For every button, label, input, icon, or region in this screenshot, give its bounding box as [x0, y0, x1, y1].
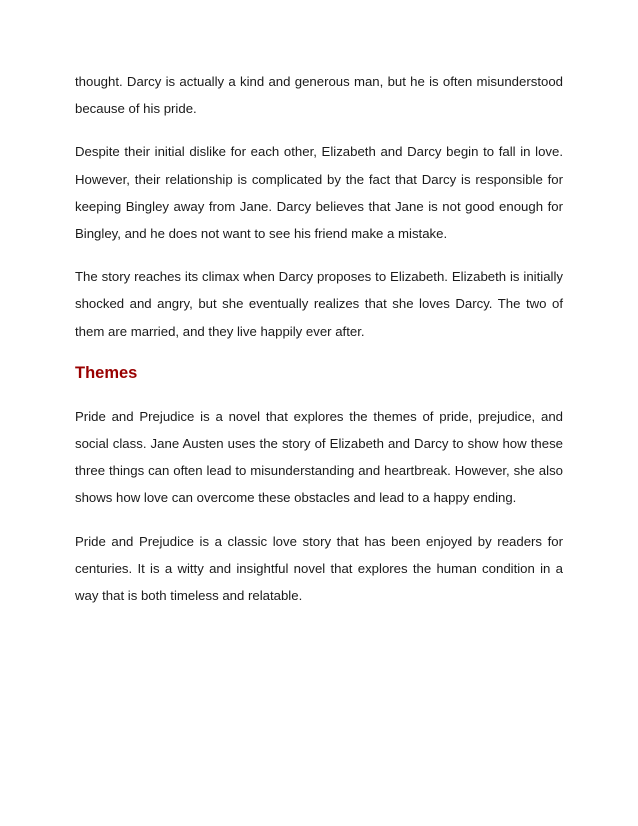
- document-page: [75, 68, 563, 625]
- section-heading-themes: Themes: [75, 363, 138, 382]
- paragraph-falling-in-love: Despite their initial dislike for each other, Elizabeth and Darcy begin to fall in love. However, their relationship is complicated by the fact that Darcy is responsible for keeping Bingley away from Jane. Darcy believes that Jane is not good enough for Bingley, and he does not want to see his friend make a mistake.: [75, 144, 563, 242]
- paragraph-climax: The story reaches its climax when Darcy proposes to Elizabeth. Elizabeth is initially shocked and angry, but she eventually realizes that she loves Darcy. The two of them are married, and they live happily ever after.: [75, 269, 563, 339]
- paragraph-themes: Pride and Prejudice is a novel that explores the themes of pride, prejudice, and social class. Jane Austen uses the story of Elizabeth and Darcy to show how these three things can often lead to misunderstanding and heartbreak. However, she also shows how love can overcome these obstacles and lead to a happy ending.: [75, 408, 563, 506]
- paragraph-darcy-pride: thought. Darcy is actually a kind and generous man, but he is often misunderstood because of his pride.: [75, 74, 563, 117]
- paragraph-conclusion: Pride and Prejudice is a classic love story that has been enjoyed by readers for centuries. It is a witty and insightful novel that explores the human condition in a way that is both timeless and relatable.: [75, 533, 563, 604]
